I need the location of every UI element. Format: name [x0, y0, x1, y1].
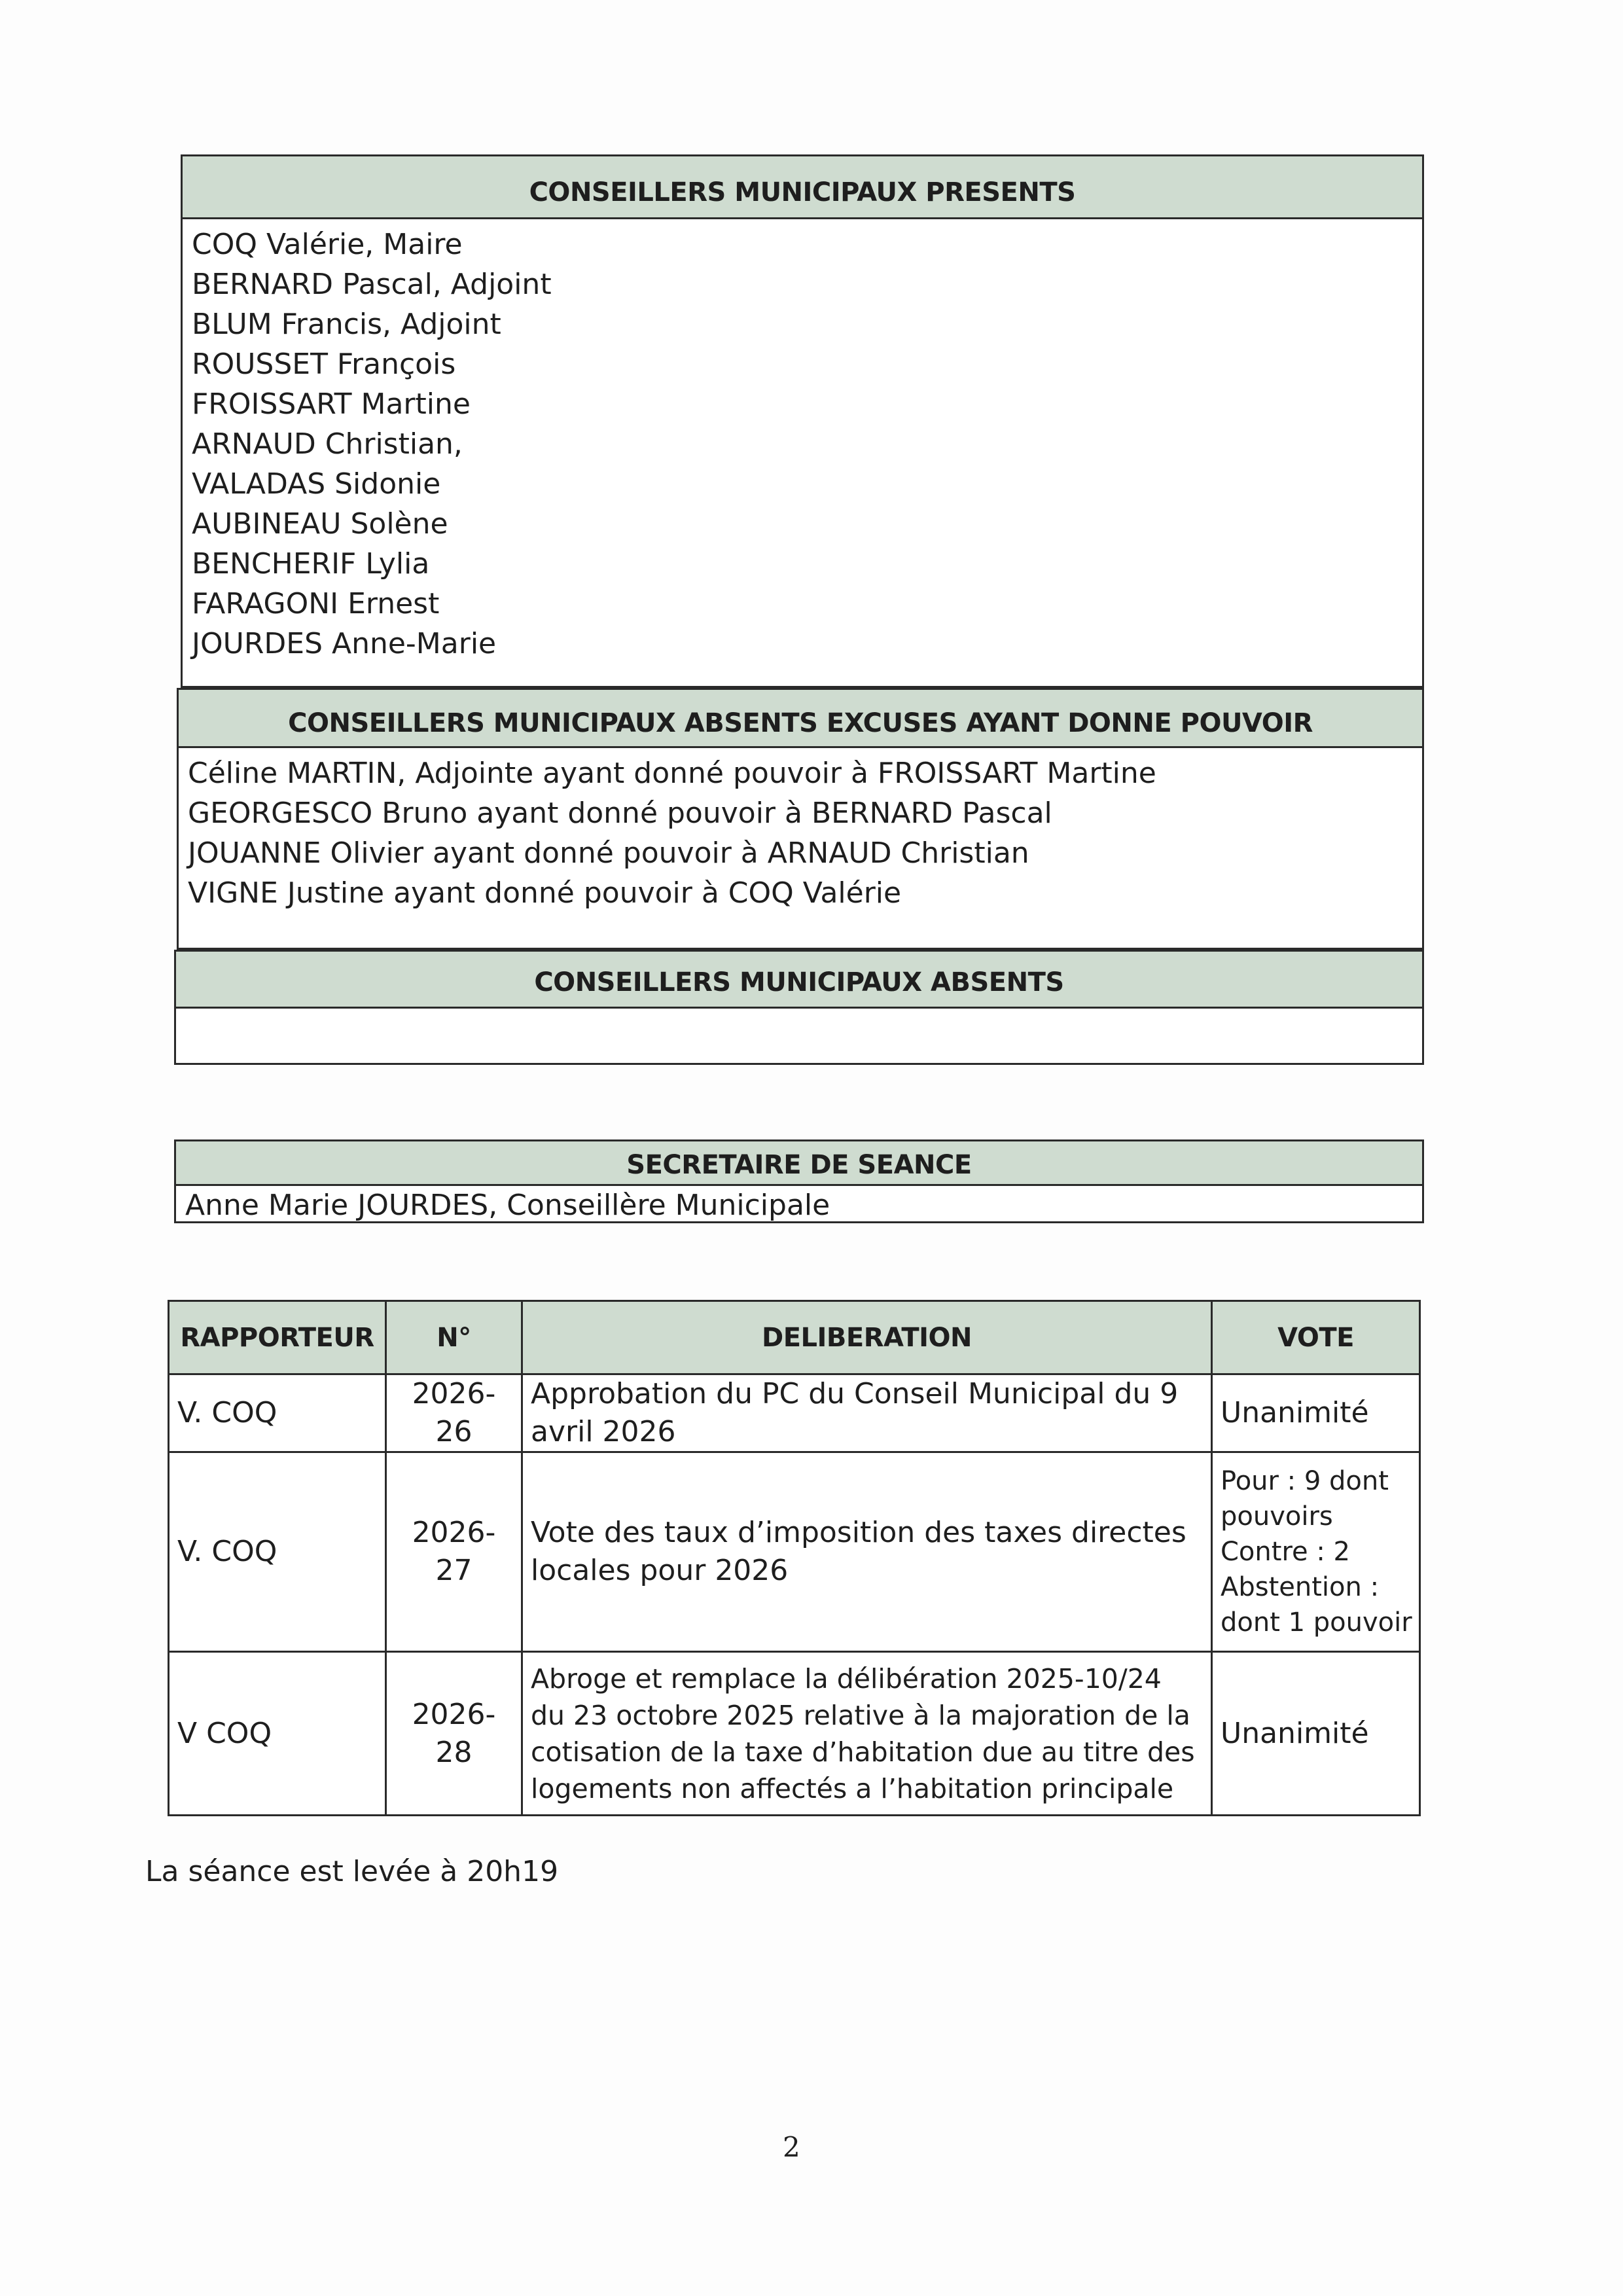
deliberation-number-cell: 2026-28 [386, 1652, 522, 1816]
session-closing-text: La séance est levée à 20h19 [145, 1855, 559, 1888]
excused-councillors-section [177, 688, 1424, 950]
column-header-vote: VOTE [1212, 1301, 1420, 1374]
meeting-secretary-heading: SECRETAIRE DE SEANCE [176, 1141, 1422, 1186]
vote-line: Contre : 2 [1221, 1537, 1350, 1567]
deliberation-text-cell: Approbation du PC du Conseil Municipal du 9 avril 2026 [522, 1374, 1212, 1452]
page-number: 2 [783, 2131, 800, 2163]
deliberation-number-cell: 2026-26 [386, 1374, 522, 1452]
table-row [169, 1374, 1420, 1452]
list-item: FROISSART Martine [192, 387, 471, 421]
deliberation-text-cell: Abroge et remplace la délibération 2025-10/24 du 23 octobre 2025 relative à la majoration de la cotisation de la taxe d’habitation due au titre des logements non affectés a l’habitation principale [522, 1652, 1212, 1816]
absent-councillors-heading: CONSEILLERS MUNICIPAUX ABSENTS [176, 950, 1422, 1009]
meeting-secretary-name: Anne Marie JOURDES, Conseillère Municipale [185, 1189, 830, 1222]
vote-line: Abstention : [1221, 1572, 1380, 1602]
list-item: VALADAS Sidonie [192, 467, 441, 501]
vote-line: Pour : 9 dont [1221, 1466, 1389, 1496]
deliberation-number-cell: 2026-27 [386, 1452, 522, 1652]
present-councillors-section [181, 154, 1424, 688]
list-item: BLUM Francis, Adjoint [192, 308, 501, 341]
excused-councillors-list [179, 748, 1422, 913]
list-item: BERNARD Pascal, Adjoint [192, 268, 552, 301]
deliberation-text-cell: Vote des taux d’imposition des taxes directes locales pour 2026 [522, 1452, 1212, 1652]
table-header-row [169, 1301, 1420, 1374]
list-item: COQ Valérie, Maire [192, 228, 463, 261]
absent-councillors-list [176, 1009, 1422, 1014]
rapporteur-cell: V. COQ [169, 1452, 386, 1652]
present-councillors-heading: CONSEILLERS MUNICIPAUX PRESENTS [183, 156, 1422, 219]
list-item: GEORGESCO Bruno ayant donné pouvoir à BERNARD Pascal [188, 797, 1052, 830]
list-item: BENCHERIF Lylia [192, 547, 430, 581]
vote-line: Unanimité [1221, 1396, 1369, 1429]
list-item: JOURDES Anne-Marie [192, 627, 497, 660]
vote-line: Unanimité [1221, 1716, 1369, 1750]
deliberations-table [168, 1300, 1421, 1816]
vote-cell [1212, 1652, 1420, 1816]
absent-councillors-section [174, 950, 1424, 1065]
table-row [169, 1652, 1420, 1816]
vote-cell [1212, 1374, 1420, 1452]
rapporteur-cell: V COQ [169, 1652, 386, 1816]
list-item: ARNAUD Christian, [192, 427, 463, 461]
vote-line: pouvoirs [1221, 1501, 1333, 1532]
column-header-deliberation: DELIBERATION [522, 1301, 1212, 1374]
list-item: JOUANNE Olivier ayant donné pouvoir à ARNAUD Christian [188, 836, 1029, 870]
vote-cell [1212, 1452, 1420, 1652]
list-item: ROUSSET François [192, 348, 456, 381]
list-item: FARAGONI Ernest [192, 587, 440, 620]
present-councillors-list [183, 219, 1422, 664]
column-header-number: N° [386, 1301, 522, 1374]
table-row [169, 1452, 1420, 1652]
column-header-rapporteur: RAPPORTEUR [169, 1301, 386, 1374]
meeting-secretary-section [174, 1139, 1424, 1223]
vote-line: dont 1 pouvoir [1221, 1607, 1412, 1638]
list-item: VIGNE Justine ayant donné pouvoir à COQ Valérie [188, 876, 902, 910]
list-item: AUBINEAU Solène [192, 507, 448, 541]
list-item: Céline MARTIN, Adjointe ayant donné pouvoir à FROISSART Martine [188, 757, 1156, 790]
excused-councillors-heading: CONSEILLERS MUNICIPAUX ABSENTS EXCUSES AYANT DONNE POUVOIR [179, 688, 1422, 748]
rapporteur-cell: V. COQ [169, 1374, 386, 1452]
